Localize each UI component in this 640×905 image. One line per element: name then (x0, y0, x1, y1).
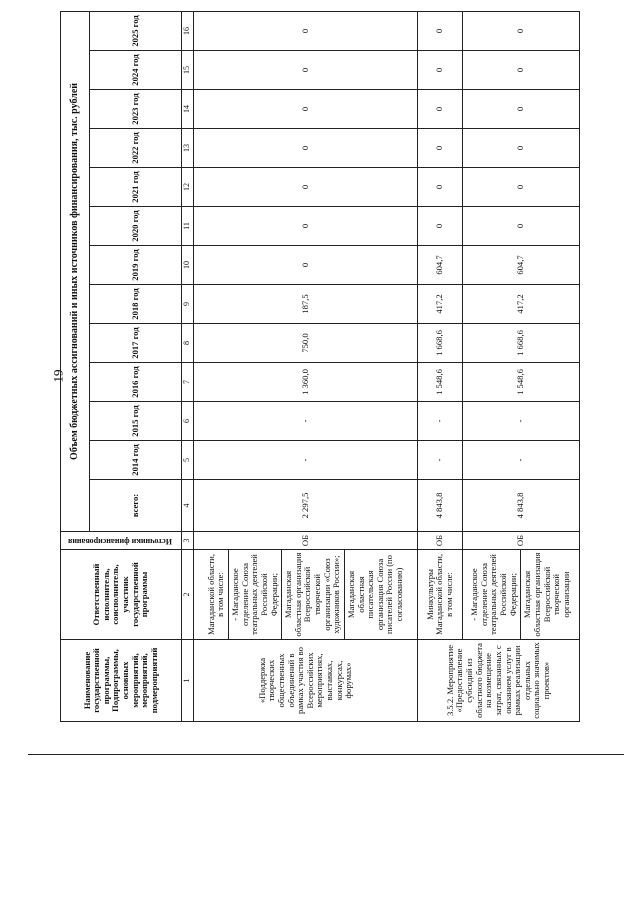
rotated-table-wrapper (60, 12, 580, 722)
header-year-5: 2019 год (89, 246, 181, 285)
header-col3 (61, 532, 182, 550)
row1-name: «Поддержка творческих общественных объединений в рамках участия во Всероссийских мероприятиях, выставках, конкурсах, форумах» (194, 640, 418, 722)
row1-val-2024: 0 (194, 51, 418, 90)
horizontal-rule (28, 754, 624, 755)
column-number-2: 2 (182, 550, 194, 640)
row2-val-2017: 1 668,6 (418, 324, 462, 363)
row2-val-2014: - (418, 441, 462, 480)
column-number-14: 14 (182, 90, 194, 129)
row2-sub-val-2020: 0 (462, 207, 579, 246)
column-number-15: 15 (182, 51, 194, 90)
row2-executor-line2: в том числе: (443, 572, 454, 617)
page-number: 19 (50, 369, 66, 383)
header-col1: Наименование государственной программы, Подпрограммы, основных мероприятий, мероприятий, подмероприятий (61, 640, 182, 722)
row2-val-2025: 0 (418, 11, 462, 50)
column-number-6: 6 (182, 402, 194, 441)
executor-entry: - Магаданское отделение Союза театральных деятелей Российской Федерации; (229, 550, 282, 639)
row1-val-2019: 0 (194, 246, 418, 285)
row2-sub-val-2023: 0 (462, 90, 579, 129)
header-year-0: 2014 год (89, 441, 181, 480)
row2-sub-val-2017: 1 668,6 (462, 324, 579, 363)
table-row (418, 11, 462, 721)
row1-val-2025: 0 (194, 11, 418, 50)
header-col2: Ответственный исполнитель, соисполнитель, участник государственной программы (61, 550, 182, 640)
row2-sub-val-2024: 0 (462, 51, 579, 90)
row2-source-main: ОБ (418, 532, 462, 550)
header-year-2: 2016 год (89, 363, 181, 402)
row1-val-2023: 0 (194, 90, 418, 129)
row2-sub-val-2022: 0 (462, 129, 579, 168)
row2-executor-main (418, 550, 462, 640)
executor-entry: - Магаданское отделение Союза театральных деятелей Российской Федерации; (468, 550, 521, 639)
row2-val-2016: 1 548,6 (418, 363, 462, 402)
row1-val-2022: 0 (194, 129, 418, 168)
column-number-11: 11 (182, 207, 194, 246)
row2-val-2021: 0 (418, 168, 462, 207)
column-numbers-row (182, 11, 194, 721)
column-number-13: 13 (182, 129, 194, 168)
row1-val-2021: 0 (194, 168, 418, 207)
row2-sub-val-2015: - (462, 402, 579, 441)
column-number-3: 3 (182, 532, 194, 550)
row2-val-2022: 0 (418, 129, 462, 168)
column-number-12: 12 (182, 168, 194, 207)
row2-sub-val-2014: - (462, 441, 579, 480)
column-number-10: 10 (182, 246, 194, 285)
column-number-5: 5 (182, 441, 194, 480)
header-year-3: 2017 год (89, 324, 181, 363)
header-year-1: 2015 год (89, 402, 181, 441)
row2-sub-val-2016: 1 548,6 (462, 363, 579, 402)
column-number-16: 16 (182, 11, 194, 50)
column-number-9: 9 (182, 285, 194, 324)
row2-name: 3.5.2. Мероприятие «Предоставление субсидий из областного бюджета на возмещение затрат, связанных с оказанием услуг в рамках реализации отдельных социально значимых проектов» (418, 640, 580, 722)
row1-val-2018: 187,5 (194, 285, 418, 324)
table-row (462, 11, 579, 721)
row2-val-2015: - (418, 402, 462, 441)
table-row (194, 11, 418, 721)
row1-val-2016: 1 360,0 (194, 363, 418, 402)
column-number-4: 4 (182, 480, 194, 532)
row1-val-2017: 750,0 (194, 324, 418, 363)
row2-val-2024: 0 (418, 51, 462, 90)
row1-val-2020: 0 (194, 207, 418, 246)
header-col3-text: Источники финансирования (67, 536, 172, 546)
header-year-11: 2025 год (89, 11, 181, 50)
executor-entry: Магаданская областная писательская организация Союза писателей России (по согласованию) (345, 555, 405, 634)
header-year-7: 2021 год (89, 168, 181, 207)
row2-executor-sub (462, 550, 579, 640)
row1-total: 2 297,5 (194, 480, 418, 532)
row2-sub-val-2025: 0 (462, 11, 579, 50)
row1-val-2015: - (194, 402, 418, 441)
header-year-6: 2020 год (89, 207, 181, 246)
budget-table (60, 11, 580, 722)
header-group: Объем бюджетных ассигнований и иных источников финансирования, тыс. рублей (61, 11, 90, 531)
header-total: всего: (89, 480, 181, 532)
row2-source-sub: ОБ (462, 532, 579, 550)
row1-source: ОБ (194, 532, 418, 550)
row2-val-2018: 417,2 (418, 285, 462, 324)
column-number-8: 8 (182, 324, 194, 363)
header-year-4: 2018 год (89, 285, 181, 324)
row2-val-2023: 0 (418, 90, 462, 129)
row2-val-2020: 0 (418, 207, 462, 246)
executor-entry: Магаданская областная организация Всероссийской творческой организации «Союз художников России»; (282, 550, 345, 639)
row2-sub-val-2021: 0 (462, 168, 579, 207)
row2-sub-val-2018: 417,2 (462, 285, 579, 324)
row1-executors (194, 550, 418, 640)
column-number-7: 7 (182, 363, 194, 402)
row2-total-sub: 4 843,8 (462, 480, 579, 532)
header-year-8: 2022 год (89, 129, 181, 168)
row2-executor-line1: Минкультуры Магаданской области, (424, 553, 445, 636)
executor-entry: Магаданская областная организация Всероссийской творческой организации (522, 552, 571, 637)
header-year-9: 2023 год (89, 90, 181, 129)
column-number-1: 1 (182, 640, 194, 722)
row2-sub-val-2019: 604,7 (462, 246, 579, 285)
executor-entry: Магаданской области, в том числе: (205, 550, 229, 639)
row1-val-2014: - (194, 441, 418, 480)
header-year-10: 2024 год (89, 51, 181, 90)
row2-total-main: 4 843,8 (418, 480, 462, 532)
row2-val-2019: 604,7 (418, 246, 462, 285)
